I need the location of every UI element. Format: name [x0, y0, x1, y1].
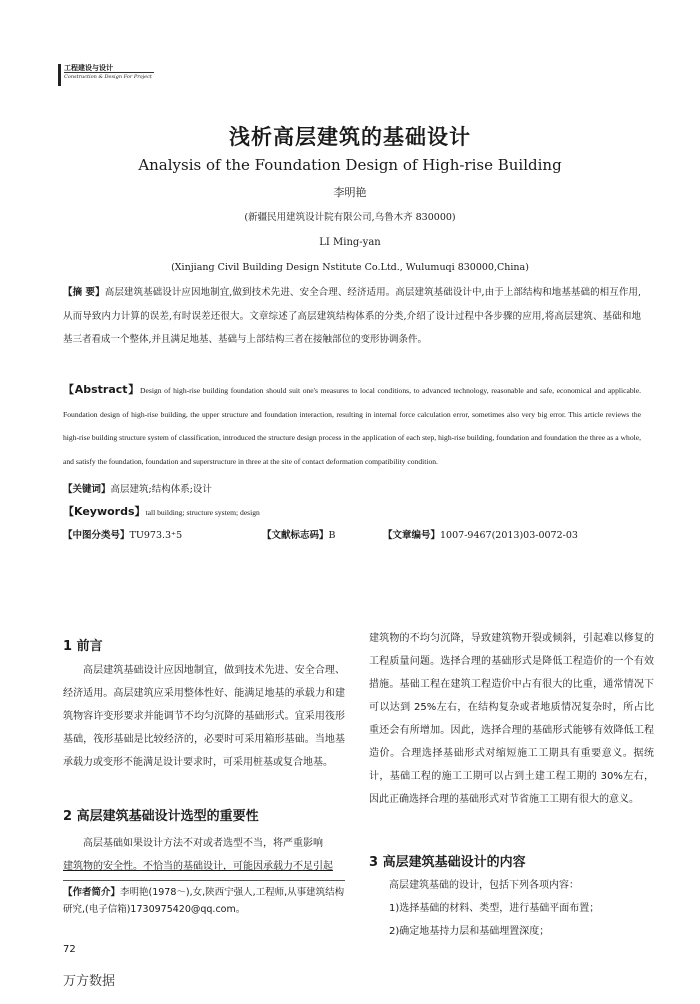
section-2-line-2: [63, 855, 345, 878]
section-2-line-1: 高层基础如果设计方法不对或者选型不当，将严重影响: [83, 838, 323, 849]
header-bar: [58, 64, 61, 86]
affiliation: (新疆民用建筑设计院有限公司,乌鲁木齐 830000): [244, 212, 456, 223]
clc-value: TU973.3⁺5: [129, 530, 183, 541]
doc-code-label: 【文献标志码】: [262, 530, 329, 541]
paper-title: 浅析高层建筑的基础设计: [229, 125, 471, 149]
section-1-heading: 1 前言: [63, 639, 103, 654]
abstract-en-label: 【Abstract】: [63, 383, 141, 396]
section-3-item-2: 2)确定地基持力层和基础埋置深度；: [389, 926, 550, 937]
document-code: [262, 527, 336, 541]
keywords-label: 【关键词】: [63, 484, 111, 495]
journal-name-en: Construction & Design For Project: [64, 74, 152, 80]
header-rule: [64, 72, 154, 73]
abstract-en: [63, 378, 641, 473]
abstract-en-text: Design of high-rise building foundation should suit one's measures to local conditions, to advanced technology, reasonable and safe, economical and applicable. Foundation design of high-rise building, the upper structure and foundation interaction, resulting in internal force calculation error, sometimes also very big error. This article reviews the high-rise building structure system of classification, introduced the structure design process in the application of each step, high-rise building, foundation and foundation the three as a whole, and satisfy the foundation, foundation and superstructure in three at the site of contact deformation compatibility condition.: [63, 386, 642, 466]
abstract-cn: [63, 281, 641, 352]
section-2-heading: 2 高层建筑基础设计选型的重要性: [63, 809, 259, 824]
author-name: 李明艳: [333, 186, 367, 199]
clc-label: 【中图分类号】: [63, 530, 130, 541]
paper-title-en: Analysis of the Foundation Design of High-rise Building: [138, 156, 562, 174]
keywords-en-label: 【Keywords】: [63, 505, 146, 518]
doc-code-value: B: [328, 530, 336, 541]
author-note: [63, 884, 345, 918]
article-number-value: 1007-9467(2013)03-0072-03: [440, 530, 578, 541]
keywords-text: 高层建筑;结构体系;设计: [110, 484, 212, 495]
section-3-item-1: 1)选择基础的材料、类型，进行基础平面布置；: [389, 903, 600, 914]
section-1-paragraph: 高层建筑基础设计应因地制宜，做到技术先进、安全合理、经济适用。高层建筑应采用整体性好、能满足地基的承载力和建筑物容许变形要求并能调节不均匀沉降的基础形式。宜采用筏形基础，筏形基础是比较经济的，必要时可采用箱形基础。当地基承载力或变形不能满足设计要求时，可采用桩基或复合地基。: [63, 665, 345, 768]
author-note-text: 李明艳(1978～),女,陕西宁强人,工程师,从事建筑结构研究,(电子信箱)1730975420@qq.com。: [63, 887, 345, 915]
author-note-label: 【作者简介】: [63, 887, 121, 898]
article-number-label: 【文章编号】: [383, 530, 441, 541]
keywords-en: [63, 503, 260, 519]
section-3-intro: 高层建筑基础的设计，包括下列各项内容：: [389, 880, 579, 891]
keywords-en-text: tall building; structure system; design: [145, 508, 260, 517]
affiliation-en: (Xinjiang Civil Building Design Nstitute Co.Ltd., Wulumuqi 830000,China): [171, 262, 529, 273]
abstract-text: 高层建筑基础设计应因地制宜,做到技术先进、安全合理、经济适用。高层建筑基础设计中,由于上部结构和地基基础的相互作用,从而导致内力计算的误差,有时误差还很大。文章综述了高层建筑结构体系的分类,介绍了设计过程中各步骤的应用,将高层建筑、基础和地基三者看成一个整体,并且满足地基、基础与上部结构三者在接触部位的变形协调条件。: [63, 287, 642, 345]
author-name-en: LI Ming-yan: [319, 237, 381, 248]
section-3-heading: 3 高层建筑基础设计的内容: [369, 855, 526, 870]
section-2-continuation: 建筑物的不均匀沉降，导致建筑物开裂或倾斜，引起难以修复的工程质量问题。选择合理的基础形式是降低工程造价的一个有效措施。基础工程在建筑工程造价中占有很大的比重，通常情况下可以达到 25%左右，在结构复杂或者地质情况复杂时，所占比重还会有所增加。因此，选择合理的基础形式能够有效降低工程造价。合理选择基础形式对缩短施工工期具有重要意义。据统计，基础工程的施工工期可以占到土建工程工期的 30%左右，因此正确选择合理的基础形式对节省施工工期有很大的意义。: [369, 633, 654, 805]
footnote-rule: [63, 880, 345, 881]
page-number: 72: [63, 944, 76, 955]
watermark: 万方数据: [63, 974, 116, 989]
journal-name: 工程建设与设计: [64, 64, 113, 72]
clc-number: [63, 527, 182, 541]
abstract-label: 【摘 要】: [63, 287, 105, 298]
article-number: [383, 527, 578, 541]
keywords-cn: [63, 481, 212, 495]
section-2-line-2-text: 建筑物的安全性。不恰当的基础设计，可能因承载力不足引起: [63, 861, 333, 872]
